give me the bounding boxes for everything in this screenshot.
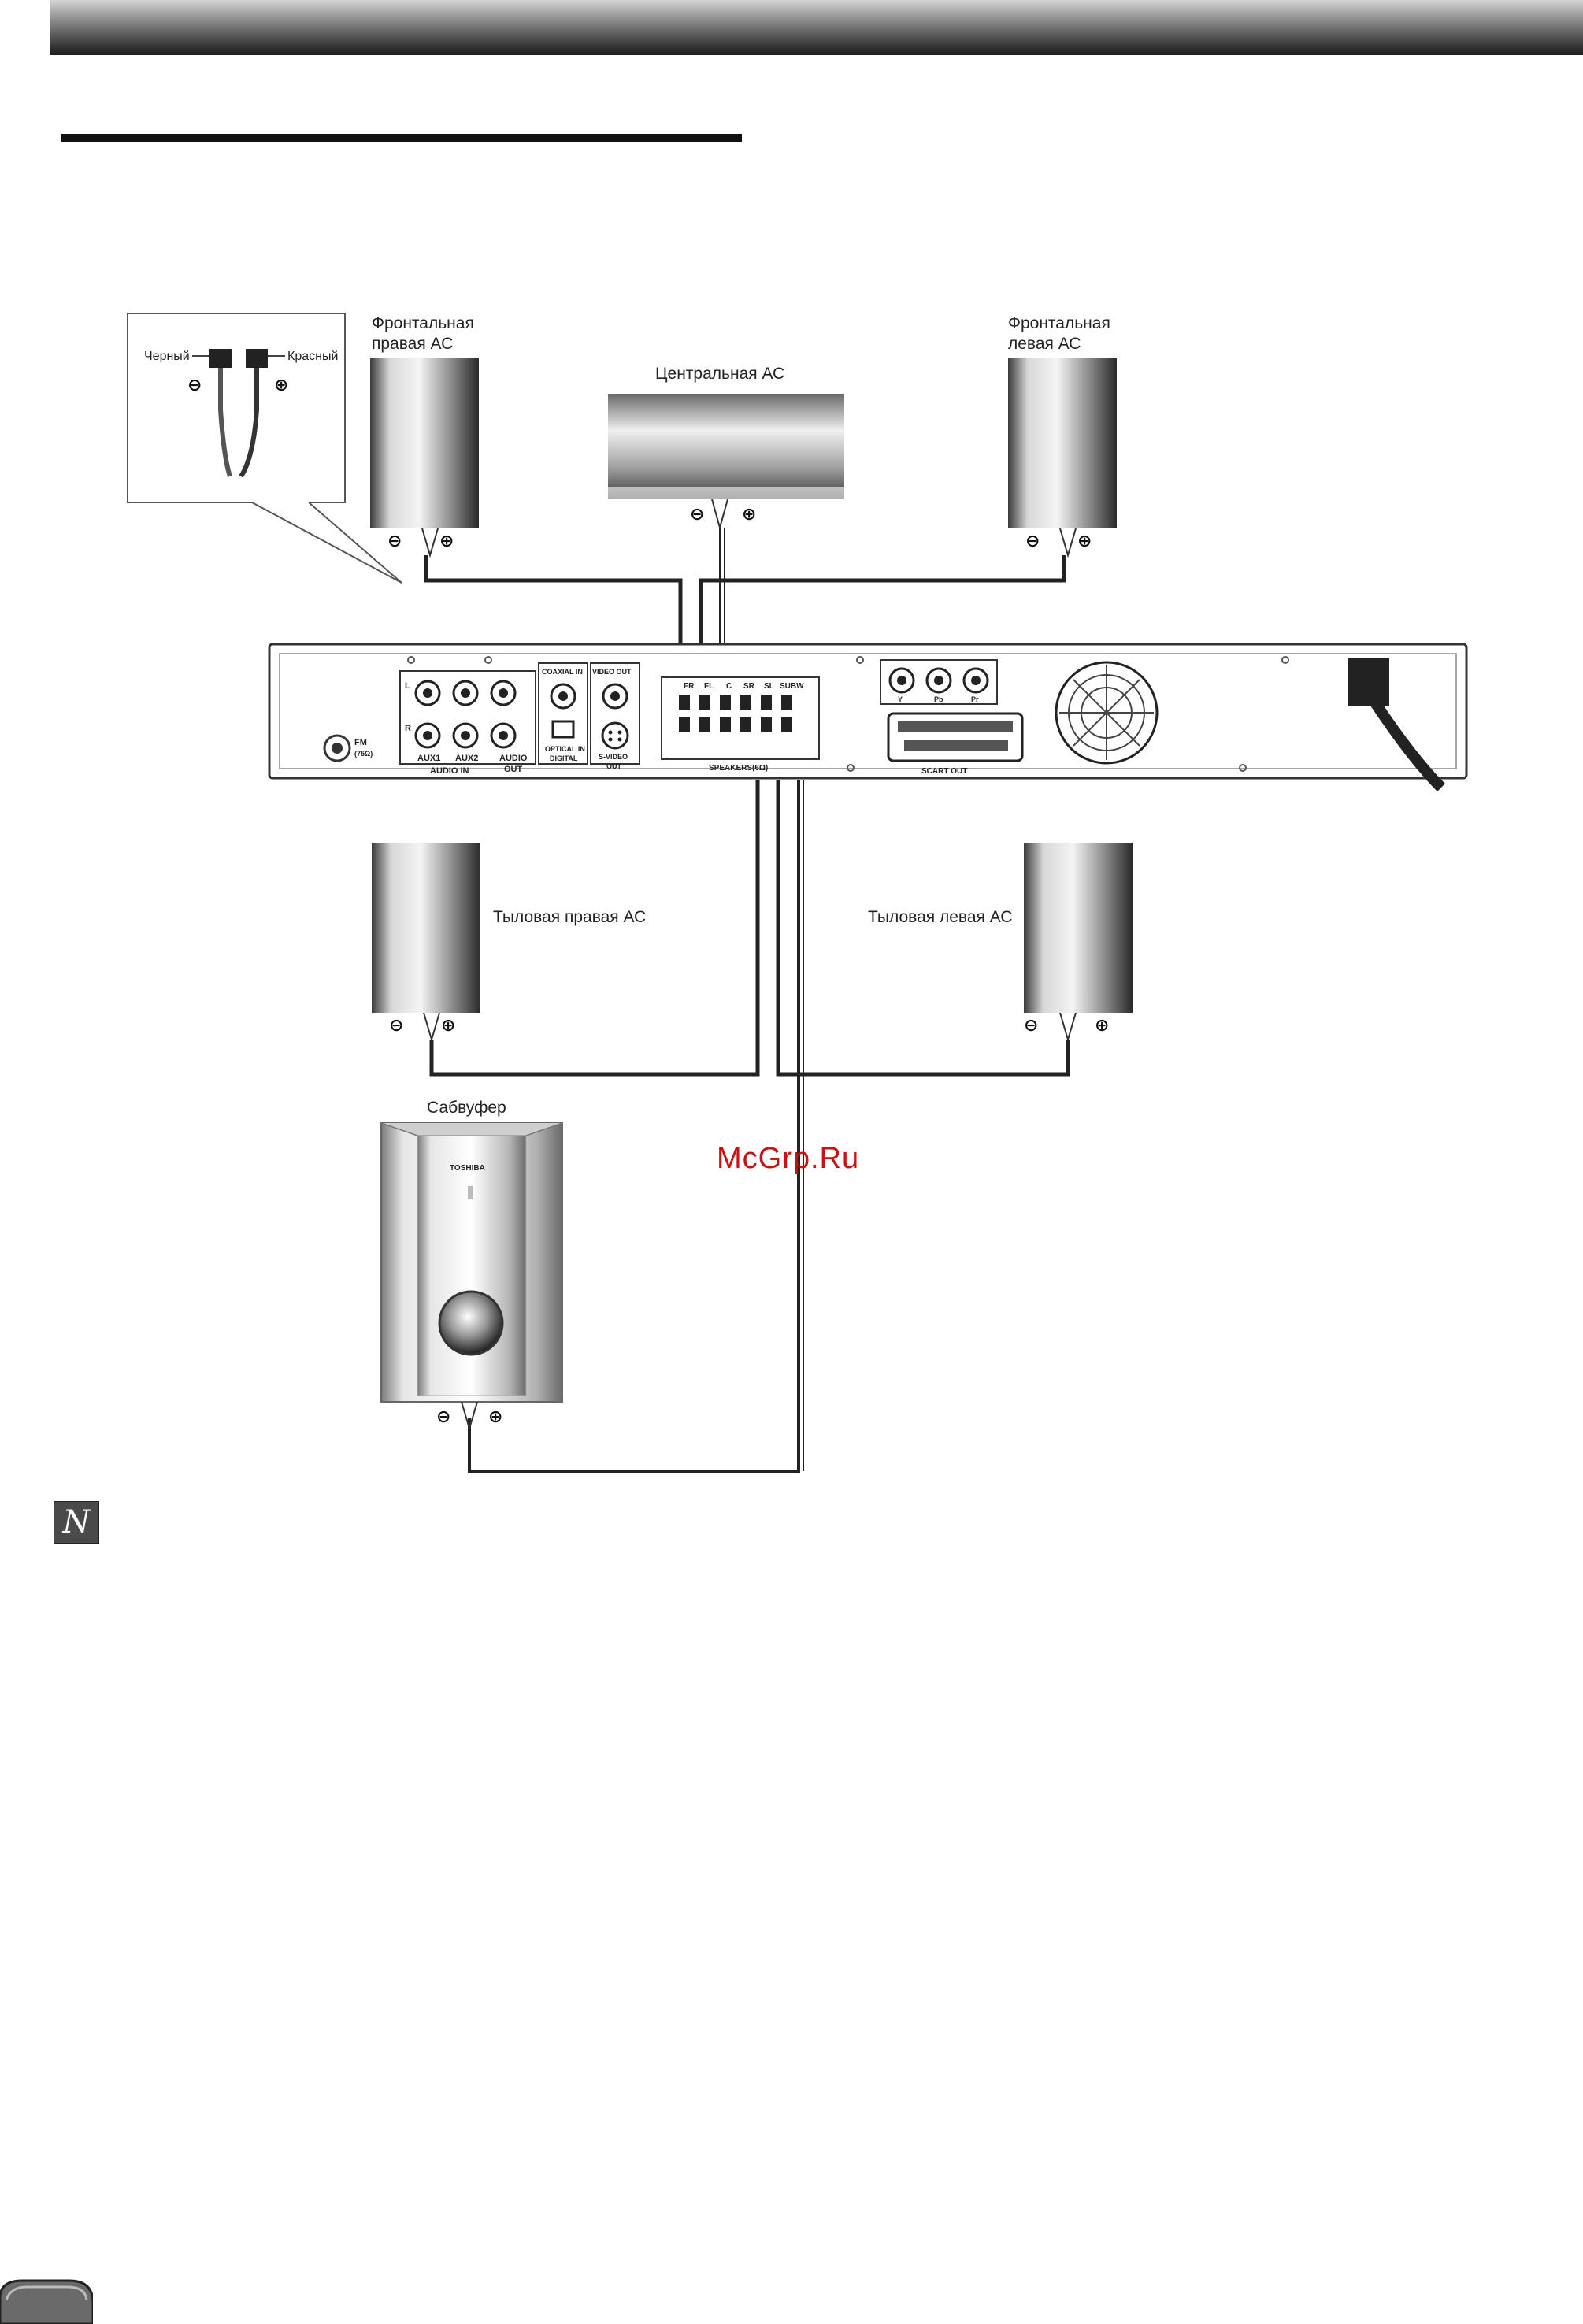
rear-left-speaker [1024,843,1133,1040]
subwoofer-speaker [381,1123,562,1429]
aux2-label: AUX2 [455,754,479,763]
red-wire-label: Красный [287,350,339,363]
front-left-label: Фронтальная левая АС [1008,314,1110,353]
rl-minus-icon: ⊖ [1024,1016,1039,1036]
subwoofer-driver-icon [439,1292,502,1355]
video-out-label: VIDEO OUT [592,668,632,676]
black-terminal-icon [209,349,232,368]
rear-left-label: Тыловая левая АС [868,908,1013,926]
center-speaker [608,394,844,528]
watermark: McGrp.Ru [717,1142,860,1175]
digital-label: DIGITAL [550,754,578,762]
front-right-speaker [370,358,479,555]
scart-out-label: SCART OUT [921,767,968,776]
audio-out-label: AUDIO [499,754,528,763]
comp-pr-label: Pr [971,695,979,703]
sw-channel-label: SUBW [780,682,804,691]
optical-port [553,721,573,737]
comp-y-label: Y [898,695,903,703]
audio-right-label: R [405,724,411,733]
front-left-speaker [1008,358,1117,555]
sub-minus-icon: ⊖ [436,1407,451,1427]
fm-sub-label: (75Ω) [354,750,373,758]
center-label: Центральная АС [655,365,785,383]
s-video-port [602,723,628,748]
audio-left-label: L [405,681,410,691]
scart-port [888,714,1022,761]
sr-channel-label: SR [743,682,754,691]
rear-panel [269,644,1466,788]
speakers-label: SPEAKERS(6Ω) [709,764,769,773]
center-plus-icon: ⊕ [742,505,757,524]
coaxial-label: COAXIAL IN [542,668,583,676]
audio-out-label-2: OUT [504,765,523,774]
fm-label: FM [354,738,367,747]
subwoofer-label: Сабвуфер [427,1099,506,1117]
rear-right-label: Тыловая правая АС [493,908,647,926]
rl-plus-icon: ⊕ [1095,1016,1110,1036]
callout-plus-icon: ⊕ [274,376,289,395]
callout-minus-icon: ⊖ [187,376,202,395]
black-wire-label: Черный [144,350,190,363]
cooling-fan-icon [1056,662,1157,763]
sub-plus-icon: ⊕ [488,1407,503,1427]
optical-label: OPTICAL IN [545,745,585,753]
c-channel-label: C [726,682,732,691]
red-terminal-icon [246,349,268,368]
rr-minus-icon: ⊖ [389,1016,404,1036]
fr-plus-icon: ⊕ [439,532,454,551]
rr-plus-icon: ⊕ [441,1016,456,1036]
fl-channel-label: FL [704,682,714,691]
note-icon: N [54,1501,99,1544]
s-video-label: S-VIDEO [599,753,628,761]
front-right-label: Фронтальная правая АС [372,314,474,353]
fr-channel-label: FR [684,682,695,691]
sl-channel-label: SL [764,682,774,691]
subwoofer-brand: TOSHIBA [450,1164,485,1173]
rear-right-speaker [372,843,480,1040]
comp-pb-label: Pb [934,695,943,703]
audio-in-label: AUDIO IN [430,766,469,776]
fl-plus-icon: ⊕ [1077,532,1092,551]
s-video-label-2: OUT [606,762,621,770]
aux1-label: AUX1 [417,754,441,763]
fl-minus-icon: ⊖ [1025,532,1040,551]
fr-minus-icon: ⊖ [387,532,402,551]
terminal-callout [128,313,402,583]
center-minus-icon: ⊖ [690,505,705,524]
page-number-tab [0,2276,93,2324]
